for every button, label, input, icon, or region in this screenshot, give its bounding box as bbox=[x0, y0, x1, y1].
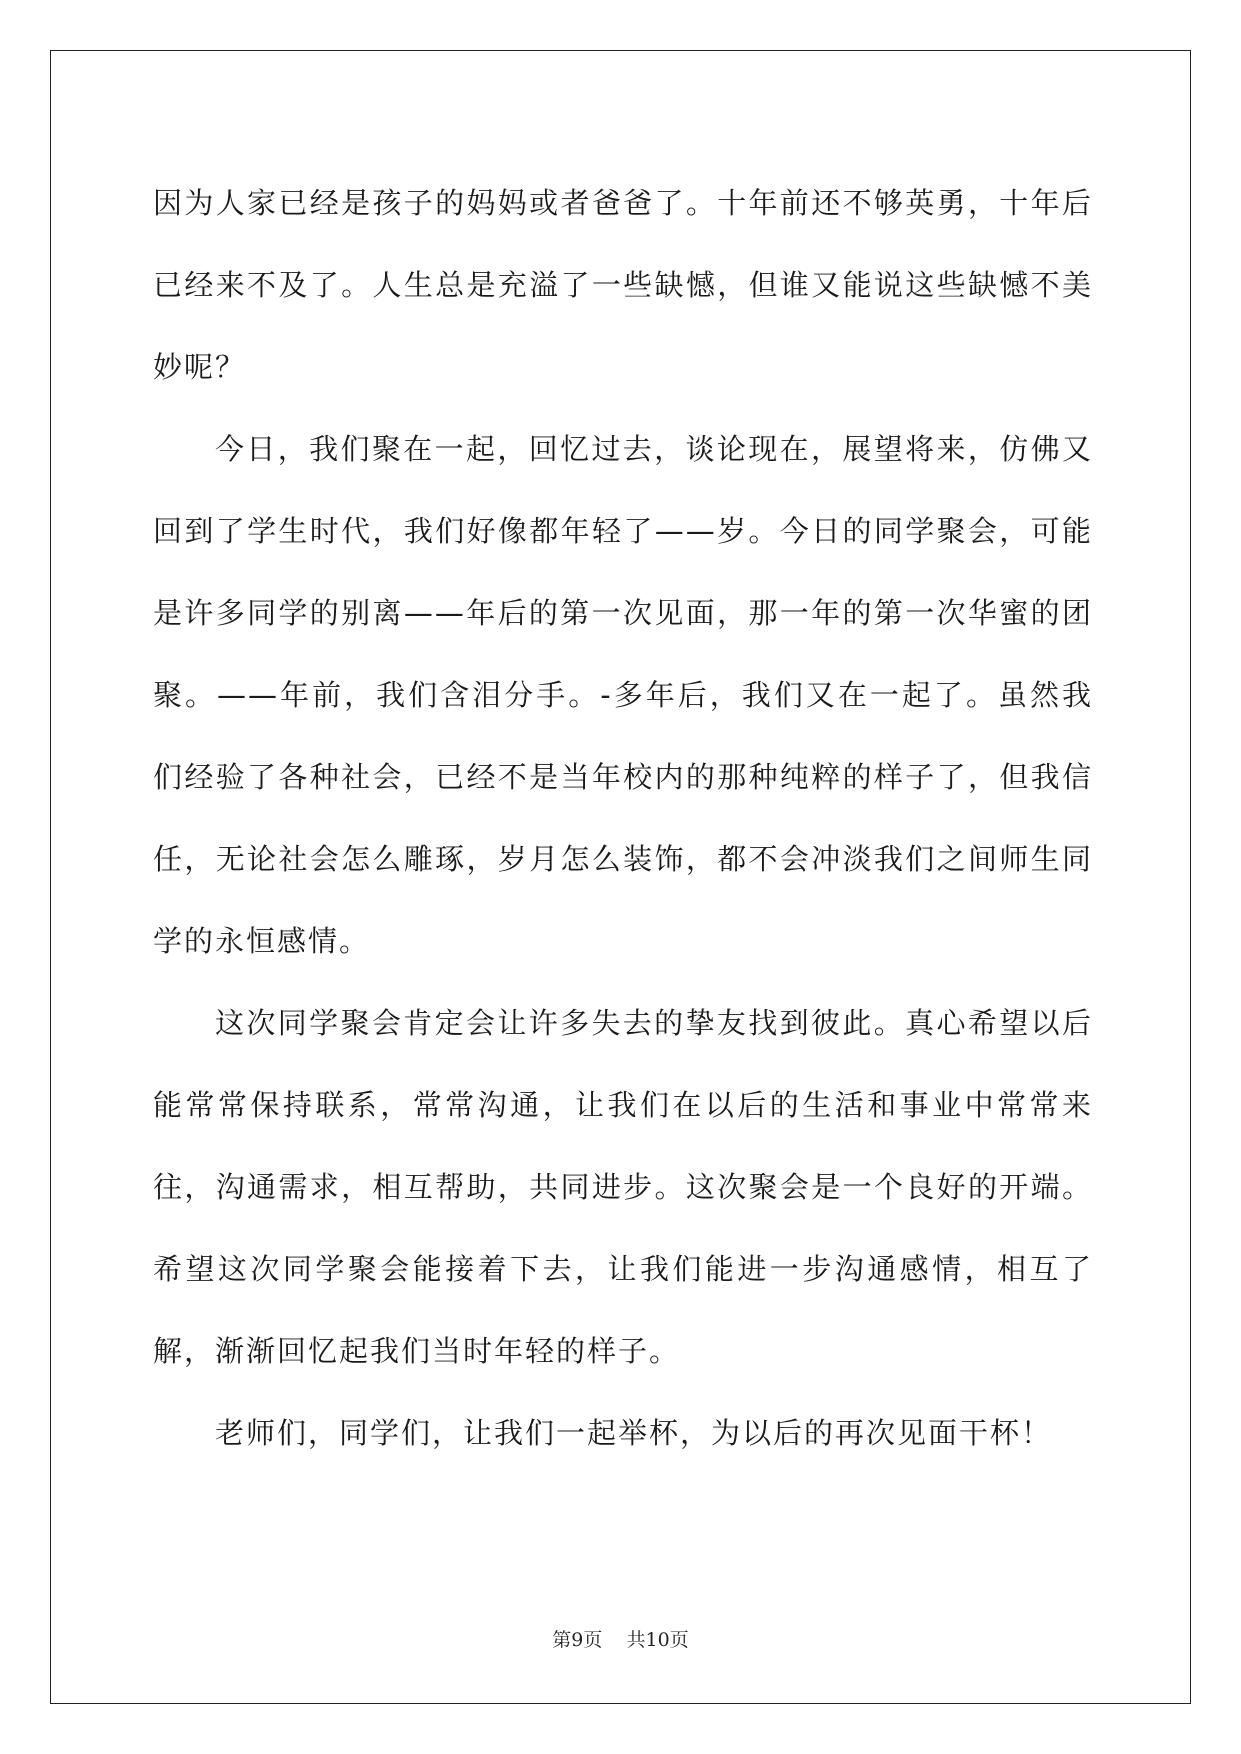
paragraph-4: 老师们，同学们，让我们一起举杯，为以后的再次见面干杯！ bbox=[215, 1416, 1053, 1450]
paragraph-3: 这次同学聚会肯定会让许多失去的挚友找到彼此。真心希望以后能常常保持联系，常常沟通，让我们在以后的生活和事业中常常来往，沟通需求，相互帮助，共同进步。这次聚会是一个良好的开端。希望这次同学聚会能接着下去，让我们能进一步沟通感情，相互了解，渐渐回忆起我们当时年轻的样子。 bbox=[153, 1006, 1093, 1368]
paragraph-2: 今日，我们聚在一起，回忆过去，谈论现在，展望将来，仿佛又回到了学生时代，我们好像都年轻了——岁。今日的同学聚会，可能是许多同学的别离——年后的第一次见面，那一年的第一次华蜜的团聚。——年前，我们含泪分手。-多年后，我们又在一起了。虽然我们经验了各种社会，已经不是当年校内的那种纯粹的样子了，但我信任，无论社会怎么雕琢，岁月怎么装饰，都不会冲淡我们之间师生同学的永恒感情。 bbox=[153, 432, 1093, 958]
page-total: 共10页 bbox=[626, 1629, 689, 1651]
page-number: 第9页 bbox=[552, 1629, 603, 1651]
paragraph-1: 因为人家已经是孩子的妈妈或者爸爸了。十年前还不够英勇，十年后已经来不及了。人生总是充溢了一些缺憾，但谁又能说这些缺憾不美妙呢？ bbox=[153, 186, 1093, 384]
page-footer bbox=[0, 1625, 1241, 1652]
document-body bbox=[153, 162, 1093, 1474]
